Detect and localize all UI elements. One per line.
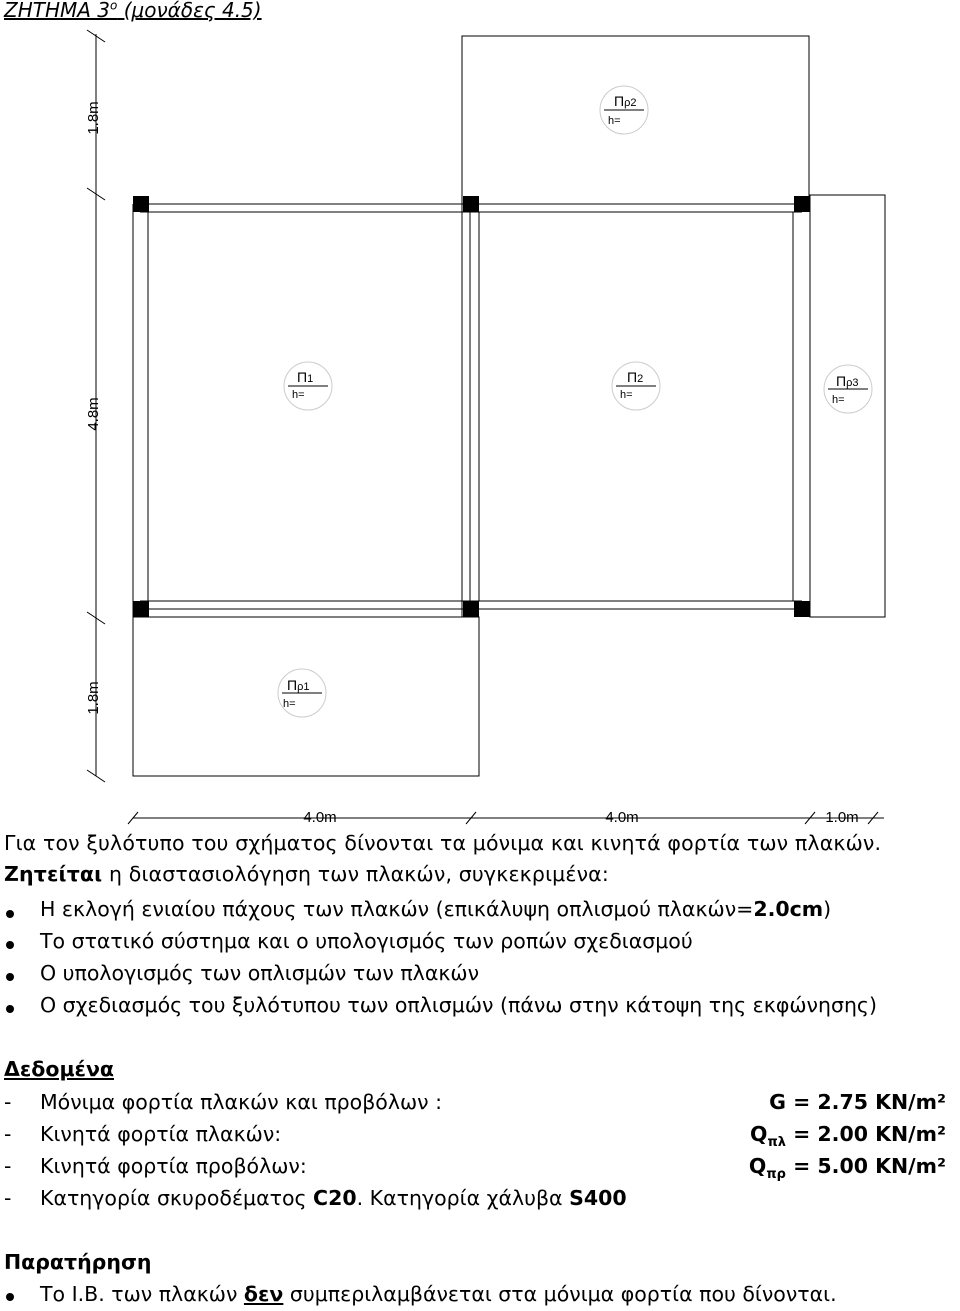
- note-text: Το Ι.Β. των πλακών δεν συμπεριλαμβάνεται στα μόνιμα φορτία που δίνονται.: [40, 1282, 837, 1306]
- bullet: [6, 941, 14, 949]
- dim-label: 1.0m: [825, 809, 859, 826]
- svg-text:h=: h=: [608, 115, 621, 127]
- slab-label-p2: [612, 362, 660, 410]
- data-heading: Δεδομένα: [4, 1057, 114, 1081]
- bullet-item: Το στατικό σύστημα και ο υπολογισμός των ροπών σχεδιασμού: [40, 929, 693, 953]
- bullet: [6, 973, 14, 981]
- bullet-item: Ο υπολογισμός των οπλισμών των πλακών: [40, 961, 480, 985]
- slab-label-pr1: [278, 669, 326, 717]
- svg-text:Π1: Π1: [297, 369, 314, 385]
- slab-label-p1: [284, 362, 332, 410]
- request-text: Ζητείται η διαστασιολόγηση των πλακών, συγκεκριμένα:: [4, 862, 609, 886]
- bullet-item: Ο σχεδιασμός του ξυλότυπου των οπλισμών (πάνω στην κάτοψη της εκφώνησης): [40, 993, 877, 1017]
- page-title: ΖΗΤΗΜΑ $3^o$ (μονάδες 4.5): [4, 0, 262, 22]
- data-row-label: Κινητά φορτία πλακών:: [40, 1122, 282, 1146]
- svg-text:Π2: Π2: [627, 369, 644, 385]
- svg-text:h=: h=: [620, 389, 633, 401]
- svg-text:h=: h=: [292, 389, 305, 401]
- data-row-value: G = 2.75 KN/m²: [769, 1090, 946, 1114]
- slab-label-pr2: [600, 86, 648, 134]
- svg-text:h=: h=: [283, 698, 296, 710]
- dash: -: [4, 1186, 12, 1210]
- svg-text:Πρ3: Πρ3: [836, 373, 859, 389]
- dim-label: 4.0m: [303, 809, 337, 826]
- column: [794, 601, 810, 617]
- svg-text:Πρ2: Πρ2: [614, 93, 637, 109]
- material-line: Κατηγορία σκυροδέματος C20. Κατηγορία χάλυβα S400: [40, 1186, 627, 1210]
- dim-label: 4.0m: [605, 809, 639, 826]
- data-row-label: Κινητά φορτία προβόλων:: [40, 1154, 307, 1178]
- data-row-value: $Q_{\pi\rho} = 5.00$ KN/m²: [748, 1154, 946, 1183]
- data-row-label: Μόνιμα φορτία πλακών και προβόλων :: [40, 1090, 443, 1114]
- dim-label: 1.8m: [85, 101, 102, 135]
- intro-text: Για τον ξυλότυπο του σχήματος δίνονται τα μόνιμα και κινητά φορτία των πλακών.: [4, 831, 882, 855]
- dash: -: [4, 1122, 12, 1146]
- svg-text:Πρ1: Πρ1: [287, 677, 310, 693]
- data-row-value: $Q_{\pi\lambda} = 2.00$ KN/m²: [750, 1122, 946, 1151]
- bullet-item: Η εκλογή ενιαίου πάχους των πλακών (επικάλυψη οπλισμού πλακών=2.0cm): [40, 897, 832, 921]
- dim-label: 4.8m: [85, 397, 102, 431]
- slab-label-pr3: [824, 365, 872, 413]
- bullet: [6, 1005, 14, 1013]
- bullet: [6, 910, 14, 918]
- dash: -: [4, 1090, 12, 1114]
- dash: -: [4, 1154, 12, 1178]
- column: [133, 196, 149, 212]
- column: [463, 601, 479, 617]
- column: [794, 196, 810, 212]
- dim-label: 1.8m: [85, 681, 102, 715]
- note-heading: Παρατήρηση: [4, 1250, 152, 1274]
- bullet: [6, 1293, 14, 1301]
- svg-text:h=: h=: [832, 394, 845, 406]
- column: [463, 196, 479, 212]
- column: [133, 601, 149, 617]
